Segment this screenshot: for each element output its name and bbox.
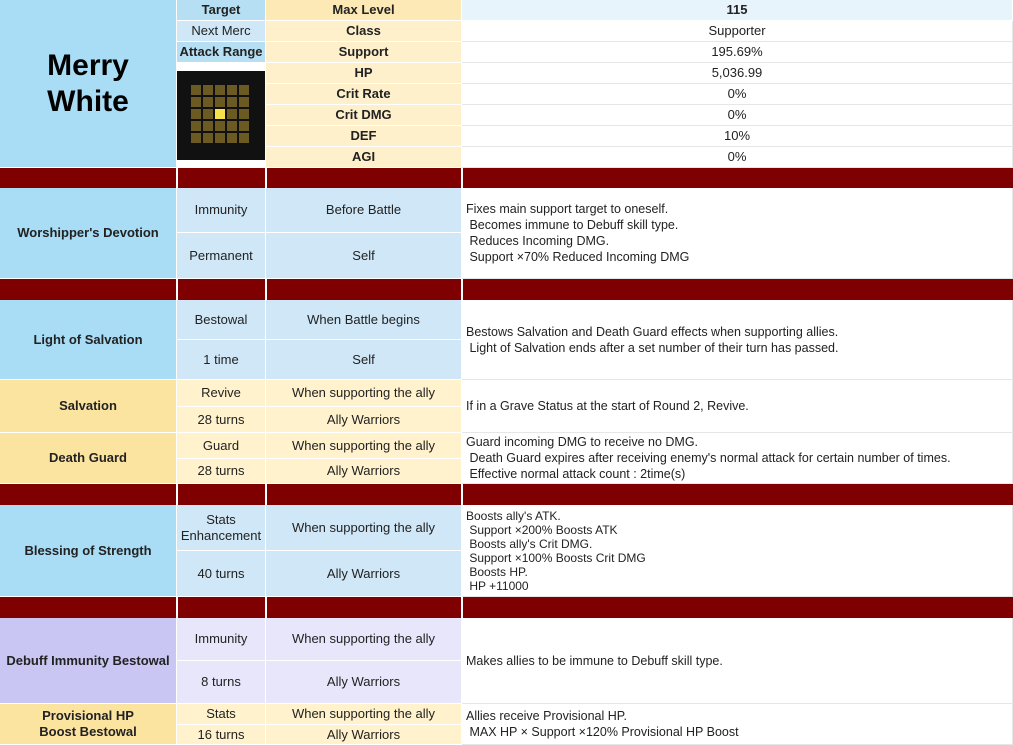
skill-type: Immunity [177, 618, 266, 661]
skill-name-line1: Provisional HP [42, 708, 134, 724]
skill-description [462, 300, 1013, 380]
grid-cell [203, 121, 213, 131]
def-value: 10% [462, 126, 1013, 147]
crit-rate-label: Crit Rate [266, 84, 462, 105]
desc-line: Support ×100% Boosts Crit DMG [466, 550, 646, 565]
desc-line: Fixes main support target to oneself. [466, 202, 669, 216]
desc-line: Support ×200% Boosts ATK [466, 522, 618, 537]
next-merc-label[interactable]: Next Merc [177, 21, 266, 42]
desc-line: Boosts HP. [466, 564, 528, 579]
skill-name-light-of-salvation: Light of Salvation [0, 300, 177, 380]
skill-description [462, 380, 1013, 433]
grid-cell [191, 133, 201, 143]
grid-cell [203, 133, 213, 143]
grid-cell [191, 85, 201, 95]
grid-cell [239, 85, 249, 95]
skill-name-death-guard: Death Guard [0, 433, 177, 484]
skill-target: Ally Warriors [266, 407, 462, 433]
skill-type-line1: Stats [206, 511, 236, 527]
skill-duration: 28 turns [177, 459, 266, 484]
desc-line: Becomes immune to Debuff skill type. [466, 218, 679, 232]
skill-description [462, 433, 1013, 484]
skill-target: Ally Warriors [266, 459, 462, 484]
hp-value: 5,036.99 [462, 63, 1013, 84]
skill-timing: When Battle begins [266, 300, 462, 340]
desc-line: Effective normal attack count : 2time(s) [466, 467, 686, 481]
skill-target: Ally Warriors [266, 725, 462, 745]
desc-line: Light of Salvation ends after a set number of their turn has passed. [466, 340, 839, 355]
skill-type: Bestowal [177, 300, 266, 340]
grid-cell [239, 121, 249, 131]
skill-description [462, 618, 1013, 704]
grid-cell [227, 97, 237, 107]
skill-type-line2: Enhancement [180, 527, 262, 543]
grid-cell [239, 97, 249, 107]
support-value: 195.69% [462, 42, 1013, 63]
grid-cell [191, 97, 201, 107]
class-label: Class [266, 21, 462, 42]
skill-name-line2: Boost Bestowal [39, 724, 137, 739]
skill-type: Stats [177, 704, 266, 725]
def-label: DEF [266, 126, 462, 147]
max-level-label: Max Level [266, 0, 462, 21]
desc-line: If in a Grave Status at the start of Round 2, Revive. [466, 399, 749, 413]
skill-duration: Permanent [177, 233, 266, 279]
desc-line: Support ×70% Reduced Incoming DMG [466, 250, 690, 264]
crit-rate-value: 0% [462, 84, 1013, 105]
desc-line: Reduces Incoming DMG. [466, 234, 610, 248]
skill-type [177, 505, 266, 551]
skill-duration: 28 turns [177, 407, 266, 433]
grid-cell [227, 133, 237, 143]
grid-cell [227, 121, 237, 131]
agi-value: 0% [462, 147, 1013, 168]
skill-target: Ally Warriors [266, 551, 462, 597]
grid-cell [227, 85, 237, 95]
attack-range-grid-svg [189, 83, 253, 147]
attack-range-grid-icon [177, 71, 265, 160]
skill-type: Revive [177, 380, 266, 407]
skill-description [462, 505, 1013, 597]
section-divider [0, 279, 1013, 300]
skill-duration: 16 turns [177, 725, 266, 745]
desc-line: Guard incoming DMG to receive no DMG. [466, 435, 699, 449]
grid-cell [215, 121, 225, 131]
skill-type: Immunity [177, 188, 266, 233]
desc-line: Death Guard expires after receiving enemy's normal attack for certain number of times. [466, 451, 951, 465]
grid-cell [239, 133, 249, 143]
grid-center-cell [215, 109, 225, 119]
grid-cell [227, 109, 237, 119]
merc-name-line1: Merry [47, 48, 129, 82]
grid-cell [215, 97, 225, 107]
hp-label: HP [266, 63, 462, 84]
skill-description [462, 704, 1013, 745]
grid-cell [215, 85, 225, 95]
attack-range-cell [177, 63, 266, 168]
grid-cell [239, 109, 249, 119]
skill-name-salvation: Salvation [0, 380, 177, 433]
skill-duration: 1 time [177, 340, 266, 380]
desc-line: Boosts ally's Crit DMG. [466, 536, 593, 551]
grid-cell [191, 121, 201, 131]
skill-type: Guard [177, 433, 266, 459]
grid-cell [215, 133, 225, 143]
skill-description [462, 188, 1013, 279]
skill-timing: When supporting the ally [266, 704, 462, 725]
skill-timing: When supporting the ally [266, 380, 462, 407]
crit-dmg-value: 0% [462, 105, 1013, 126]
skill-duration: 8 turns [177, 661, 266, 704]
desc-line: Makes allies to be immune to Debuff skill type. [466, 653, 723, 668]
section-divider [0, 597, 1013, 618]
skill-timing: Before Battle [266, 188, 462, 233]
grid-cell [203, 85, 213, 95]
desc-line: HP +11000 [466, 578, 529, 593]
max-level-value: 115 [462, 0, 1013, 21]
skill-timing: When supporting the ally [266, 433, 462, 459]
attack-range-label: Attack Range [177, 42, 266, 63]
grid-cell [191, 109, 201, 119]
desc-line: Allies receive Provisional HP. [466, 709, 627, 723]
skill-name-provisional-hp-boost-bestowal [0, 704, 177, 745]
class-value: Supporter [462, 21, 1013, 42]
skill-name-blessing-of-strength: Blessing of Strength [0, 505, 177, 597]
skill-target: Self [266, 340, 462, 380]
grid-cell [203, 97, 213, 107]
desc-line: Bestows Salvation and Death Guard effects when supporting allies. [466, 324, 839, 339]
support-label: Support [266, 42, 462, 63]
section-divider [0, 484, 1013, 505]
skill-timing: When supporting the ally [266, 505, 462, 551]
desc-line: Boosts ally's ATK. [466, 508, 561, 523]
skill-duration: 40 turns [177, 551, 266, 597]
skill-name-debuff-immunity-bestowal: Debuff Immunity Bestowal [0, 618, 177, 704]
target-label: Target [177, 0, 266, 21]
merc-name-cell [0, 0, 177, 168]
crit-dmg-label: Crit DMG [266, 105, 462, 126]
skill-target: Self [266, 233, 462, 279]
agi-label: AGI [266, 147, 462, 168]
skill-target: Ally Warriors [266, 661, 462, 704]
merc-name-line2: White [47, 84, 129, 118]
section-divider [0, 168, 1013, 188]
skill-name-worshippers-devotion: Worshipper's Devotion [0, 188, 177, 279]
skill-timing: When supporting the ally [266, 618, 462, 661]
desc-line: MAX HP × Support ×120% Provisional HP Boost [466, 725, 739, 739]
grid-cell [203, 109, 213, 119]
